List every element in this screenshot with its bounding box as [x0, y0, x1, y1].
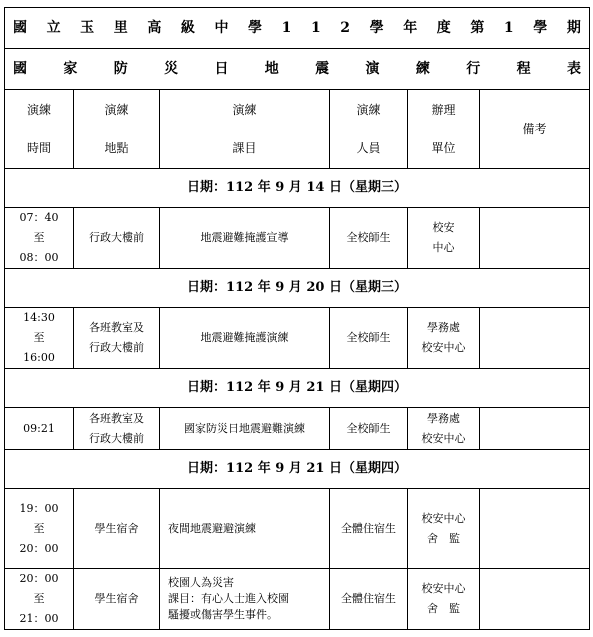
time-cell: 14:30 至 16:00: [23, 311, 55, 364]
header-time: 演練 時間: [5, 90, 74, 169]
course-cell: 國家防災日地震避難演練: [160, 408, 330, 450]
date-row: 日期：112 年 9 月 14 日（星期三）: [5, 169, 590, 208]
course-cell: 夜間地震避避演練: [160, 489, 330, 569]
header-course: 演練 課目: [160, 90, 330, 169]
header-note: 備考: [480, 90, 590, 169]
course-cell: 地震避難掩護演練: [160, 308, 330, 369]
header-people: 演練 人員: [330, 90, 408, 169]
title-char: 年: [403, 20, 418, 36]
note-cell: [480, 569, 590, 630]
title-line-2: [13, 59, 581, 79]
header-unit: 辦理 單位: [408, 90, 480, 169]
time-cell: 07：40 至 08：00: [19, 211, 59, 264]
title-char: 練: [415, 61, 430, 77]
title-char: 里: [113, 20, 128, 36]
unit-cell: 學務處 校安中心: [421, 411, 466, 445]
title-char: 玉: [80, 20, 95, 36]
course-cell: 校園人為災害 課目：有心人士進入校園 騷擾或傷害學生事件。: [168, 576, 289, 621]
title-char: 學: [533, 20, 548, 36]
note-cell: [480, 208, 590, 269]
title-char: 演: [365, 61, 380, 77]
table-row: [5, 408, 590, 450]
header-row: [5, 90, 590, 169]
title-char: 度: [436, 20, 451, 36]
note-cell: [480, 489, 590, 569]
place-cell: 行政大樓前: [74, 208, 160, 269]
header-place: 演練 地點: [74, 90, 160, 169]
title-row-1: [5, 8, 590, 49]
schedule-document: [4, 7, 589, 630]
time-cell: 20：00 至 21：00: [19, 572, 59, 625]
title-char: 第: [470, 20, 485, 36]
table-row: [5, 489, 590, 569]
people-cell: 全校師生: [330, 408, 408, 450]
title-char: 級: [180, 20, 195, 36]
date-row: 日期：112 年 9 月 21 日（星期四）: [5, 369, 590, 408]
title-char: 行: [466, 61, 481, 77]
title-char: 家: [63, 61, 78, 77]
title-char: 程: [516, 61, 531, 77]
title-char: 國: [13, 61, 27, 77]
title-char: 防: [113, 61, 128, 77]
title-char: 2: [340, 20, 351, 36]
date-row: 日期：112 年 9 月 21 日（星期四）: [5, 450, 590, 489]
title-char: 震: [315, 61, 330, 77]
title-char: 學: [248, 20, 263, 36]
place-cell: 各班教室及 行政大樓前: [89, 321, 144, 354]
time-cell: 09:21: [5, 408, 74, 450]
unit-cell: 學務處 校安中心: [421, 321, 466, 354]
date-row: 日期：112 年 9 月 20 日（星期三）: [5, 269, 590, 308]
unit-cell: 校安中心 舍 監: [421, 511, 466, 545]
title-char: 中: [214, 20, 229, 36]
place-cell: 學生宿舍: [74, 569, 160, 630]
place-cell: 學生宿舍: [74, 489, 160, 569]
title-char: 1: [503, 20, 514, 36]
table-row: [5, 208, 590, 269]
course-cell: 地震避難掩護宣導: [160, 208, 330, 269]
note-cell: [480, 308, 590, 369]
title-char: 立: [46, 20, 61, 36]
people-cell: 全體住宿生: [330, 569, 408, 630]
people-cell: 全校師生: [330, 308, 408, 369]
schedule-table: [4, 7, 590, 630]
people-cell: 全校師生: [330, 208, 408, 269]
place-cell: 各班教室及 行政大樓前: [89, 411, 144, 445]
unit-cell: 校安中心 舍 監: [421, 582, 466, 615]
title-char: 1: [281, 20, 292, 36]
title-char: 期: [566, 20, 581, 36]
note-cell: [480, 408, 590, 450]
title-char: 災: [164, 61, 179, 77]
table-row: [5, 308, 590, 369]
people-cell: 全體住宿生: [330, 489, 408, 569]
time-cell: 19：00 至 20：00: [19, 501, 59, 555]
title-char: 表: [566, 61, 581, 77]
title-row-2: [5, 49, 590, 90]
title-char: 日: [214, 61, 229, 77]
title-char: 學: [369, 20, 384, 36]
table-row: [5, 569, 590, 630]
title-char: 1: [310, 20, 321, 36]
unit-cell: 校安 中心: [432, 221, 455, 254]
title-char: 地: [264, 61, 279, 77]
title-line-1: [13, 18, 581, 38]
title-char: 國: [13, 20, 27, 36]
title-char: 高: [147, 20, 162, 36]
